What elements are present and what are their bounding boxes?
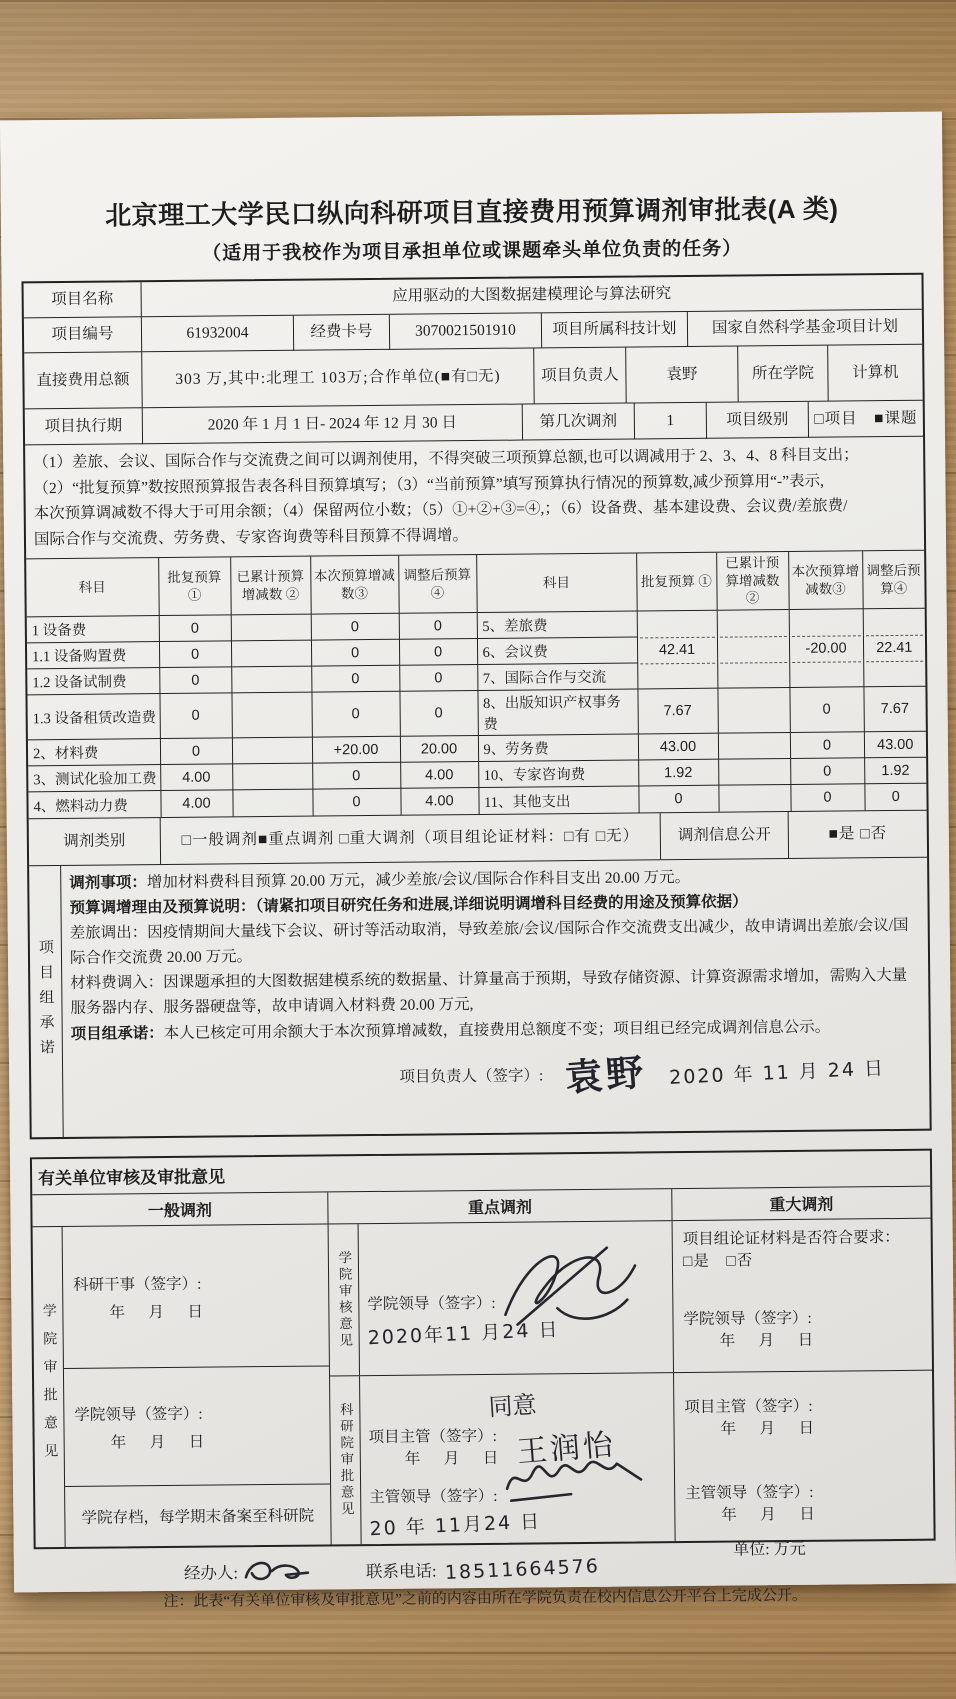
budget-cell: 4.00 (400, 762, 478, 789)
budget-cell: 0 (399, 691, 477, 737)
major-college-leader-label: 学院领导（签字）: (683, 1309, 812, 1328)
budget-header-row (26, 551, 925, 618)
major-chief-label: 主管领导（签字）: (685, 1483, 814, 1502)
research-office-block (330, 1373, 675, 1544)
agree-handwriting: 同意 (487, 1390, 538, 1422)
budget-cell (231, 666, 311, 693)
college-review-content (359, 1221, 673, 1375)
budget-header: 已累计预算增减数 ② (230, 556, 311, 615)
budget-cell: 7.67 (863, 687, 925, 733)
form-title: 北京理工大学民口纵向科研项目直接费用预算调剂审批表(A 类) (105, 193, 839, 231)
total-value: 303 万,其中:北理工 103万;合作单位(■有□无) (142, 348, 535, 408)
project-name-label: 项目名称 (24, 282, 142, 318)
instruction-line: 本次预算调减数不得大于可用余额；（4）保留两位小数；（5）①+②+③=④,；（6）设备费、基本建设费、会议费/差旅费/ (33, 497, 848, 523)
budget-cell: 0 (399, 665, 477, 692)
college-leader-sign-label: 学院领导（签字）: (74, 1406, 203, 1425)
adjust-times-label: 第几次调剂 (523, 403, 635, 440)
budget-cell: 0 (864, 784, 926, 811)
budget-cell: 0 (311, 614, 399, 641)
college-leader-sign-cell (64, 1366, 330, 1487)
budget-subject: 1 设备费 (27, 616, 159, 643)
program-label: 项目所属科技计划 (542, 312, 688, 348)
budget-merged-cell: -20.00 (789, 609, 864, 688)
budget-subject: 2、材料费 (28, 739, 160, 766)
budget-cell: 4.00 (400, 788, 478, 815)
budget-cell: 4.00 (160, 764, 232, 791)
level-value: □项目 ■课题 (809, 401, 923, 438)
manager-signature-scribble (501, 1449, 652, 1506)
budget-subject: 10、专家咨询费 (478, 760, 638, 788)
budget-cell: 0 (638, 786, 718, 813)
material-question: 项目组论证材料是否符合要求： (682, 1228, 900, 1248)
approval-section-title: 有关单位审核及审批意见 (32, 1150, 930, 1195)
clerk-sign-date: 年 月 日 (109, 1303, 207, 1322)
instruction-line: （2）“批复预算”数按照预算报告表各科目预算填写；（3）“当前预算”填写预算执行情况的预算数,减少预算用“-”表示, (33, 472, 824, 497)
budget-cell: 20.00 (400, 736, 478, 763)
budget-cell: 0 (160, 738, 232, 765)
budget-cell (231, 640, 311, 667)
budget-header: 科目 (476, 553, 637, 613)
budget-subject: 11、其他支出 (478, 786, 638, 814)
budget-cell: 0 (312, 789, 400, 816)
budget-subject: 1.2 设备试制费 (27, 668, 159, 695)
chief-leader-sign-date: 20 年 11月24 日 (369, 1510, 542, 1540)
budget-cell: 0 (159, 667, 231, 694)
commitment-section (29, 857, 930, 1137)
review-leader-sign-date: 2020年11 月24 日 (367, 1318, 560, 1349)
college-leader-sign-date: 年 月 日 (110, 1433, 209, 1452)
college-value: 计算机 (828, 345, 923, 402)
budget-cell: 1.92 (638, 760, 718, 787)
adjust-item-text: 增加材料费科目预算 20.00 万元，减少差旅/会议/国际合作科目支出 20.00 万元。 (146, 868, 691, 892)
approval-section (30, 1148, 936, 1549)
major-manager-label: 项目主管（签字）: (684, 1397, 813, 1416)
project-manager-sign-label: 项目主管（签字）: 年 月 日 (368, 1427, 503, 1468)
category-options: □一般调剂■重点调剂 □重大调剂（项目组论证材料：□有 □无） (161, 813, 661, 864)
budget-cell (717, 688, 789, 734)
budget-cell: 7.67 (637, 689, 717, 735)
phone-value: 18511664576 (444, 1554, 600, 1584)
budget-cell: 0 (159, 693, 231, 739)
promise-label: 项目组承诺： (70, 1024, 164, 1043)
budget-cell: 0 (790, 758, 864, 785)
category-label: 调剂类别 (29, 818, 161, 865)
handler-signature-scribble (242, 1556, 314, 1585)
budget-cell: 0 (311, 666, 399, 693)
budget-cell: 43.00 (638, 734, 718, 761)
budget-cell (718, 785, 790, 812)
budget-subject: 5、差旅费 (477, 611, 637, 639)
college-approval-cells (63, 1224, 331, 1547)
instruction-line: （1）差旅、会议、国际合作与交流费之间可以调剂使用，不得突破三项预算总额,也可以调减用于 2、3、4、8 科目支出； (33, 446, 859, 472)
leader-label: 项目负责人 (534, 348, 627, 405)
total-label: 直接费用总额 (24, 352, 143, 409)
leader-sign-line (71, 1042, 920, 1110)
key-adjust-column (329, 1221, 676, 1544)
level-label: 项目级别 (707, 402, 809, 439)
budget-cell (232, 737, 312, 764)
budget-cell: 4.00 (160, 790, 232, 817)
info-row-total (24, 345, 922, 410)
major-bottom-block (674, 1370, 934, 1540)
budget-subject: 7、国际合作与交流 (477, 663, 637, 691)
budget-cell (231, 692, 311, 738)
budget-subject: 9、劳务费 (478, 734, 638, 762)
budget-subject: 1.3 设备租赁改造费 (27, 694, 159, 740)
instruction-line: 国际合作与交流费、劳务费、专家咨询费等科目预算不得调增。 (33, 527, 469, 549)
leader-sign-date: 2020 年 11 月 24 日 (668, 1057, 886, 1090)
budget-merged-cell (717, 610, 790, 689)
budget-merged-cell: 42.41 (637, 611, 718, 690)
project-name-value: 应用驱动的大图数据建模理论与算法研究 (142, 275, 922, 317)
budget-table (26, 551, 926, 819)
footer-line (34, 1540, 936, 1585)
budget-subject: 1.1 设备购置费 (27, 642, 159, 669)
handler-signature (238, 1556, 318, 1583)
budget-cell (718, 733, 790, 760)
handler-label: 经办人: (183, 1562, 239, 1583)
leader-signature: 袁野 (563, 1050, 649, 1100)
budget-header: 科目 (26, 558, 159, 617)
transfer-out-text: 差旅调出：因疫情期间大量线下会议、研讨等活动取消，导致差旅/会议/国际合作交流费支出减少，故申请调出差旅/会议/国际合作交流费 20.00 万元。 (69, 916, 909, 968)
budget-cell: 0 (311, 692, 399, 738)
budget-cell: 1.92 (864, 758, 926, 785)
budget-subject: 4、燃料动力费 (28, 791, 160, 818)
budget-cell: 43.00 (864, 732, 926, 759)
general-adjust-header: 一般调剂 (32, 1192, 328, 1226)
budget-merged-cell: 22.41 (863, 609, 926, 688)
budget-cell: 0 (159, 615, 231, 642)
budget-cell: 0 (789, 687, 863, 733)
promise-text: 本人已核定可用余额大于本次预算增减数，直接费用总额度不变；项目组已经完成调剂信息公示。 (163, 1018, 831, 1042)
budget-header: 批复预算 ① (158, 557, 231, 616)
research-office-side-label: 科研院审批意见 (330, 1376, 362, 1544)
adjust-item-label: 调剂事项： (69, 874, 147, 892)
program-value: 国家自然科学基金项目计划 (688, 310, 922, 347)
budget-cell: 0 (790, 784, 864, 811)
major-adjust-header: 重大调剂 (769, 1196, 834, 1214)
leader-value: 袁野 (626, 346, 739, 403)
paper-document (0, 112, 956, 1610)
project-no-label: 项目编号 (24, 317, 142, 353)
major-manager-date: 年 月 日 (720, 1419, 819, 1438)
budget-cell: 0 (312, 763, 400, 790)
phone-label: 联系电话: (365, 1561, 437, 1581)
review-leader-sign-label: 学院领导（签字）: (367, 1294, 496, 1313)
key-adjust-header: 重点调剂 (328, 1189, 672, 1223)
chief-leader-sign-label: 主管领导（签字）: (369, 1487, 498, 1506)
fund-card-label: 经费卡号 (294, 315, 390, 351)
reason-label: 预算调增理由及预算说明：（请紧扣项目研究任务和进展,详细说明调增科目经费的用途及预算依据） (69, 893, 748, 917)
fund-card-value: 3070021501910 (390, 313, 542, 349)
leader-sign-label: 项目负责人（签字）: (399, 1067, 544, 1086)
budget-header: 已累计预算增减数 ② (716, 552, 789, 611)
budget-header: 批复预算 ① (636, 553, 717, 612)
budget-cell: 0 (790, 732, 864, 759)
period-label: 项目执行期 (25, 408, 143, 445)
budget-header: 调整后预算④ (862, 551, 925, 610)
budget-subject: 8、出版知识产权事务费 (477, 689, 637, 736)
unit-label: 单位: 万元 (733, 1540, 806, 1559)
adjust-times-value: 1 (635, 403, 707, 440)
budget-cell: 0 (311, 640, 399, 667)
budget-header: 本次预算增减数③ (788, 551, 863, 610)
footer-note: 注：此表“有关单位审核及审批意见”之前的内容由所在学院负责在校内信息公开平台上完成公开。 (163, 1587, 807, 1610)
commitment-side-label: 项目组承诺 (29, 866, 64, 1137)
budget-cell: 0 (159, 641, 231, 668)
instructions-block (25, 437, 924, 559)
archive-note-cell: 学院存档，每学期末备案至科研院 (81, 1507, 315, 1527)
college-approval-side-label: 学院审批意见 (33, 1227, 66, 1547)
college-leader-signature-scribble (487, 1235, 658, 1333)
commitment-body (61, 858, 930, 1137)
budget-header: 调整后预算④ (398, 555, 477, 614)
form-subtitle: （适用于我校作为项目承担单位或课题牵头单位负责的任务） (202, 238, 743, 265)
budget-cell: +20.00 (312, 737, 400, 764)
adjust-category-row (29, 810, 927, 866)
budget-cell: 0 (399, 613, 477, 640)
project-no-value: 61932004 (142, 316, 294, 352)
budget-cell (232, 789, 312, 816)
general-adjust-column (33, 1224, 332, 1547)
budget-cell (718, 759, 790, 786)
transfer-in-text: 材料费调入：因课题承担的大图数据建模系统的数据量、计算量高于预期，导致存储资源、计算资源需求增加，需购入大量服务器内存、服务器硬盘等，故申请调入材料费 20.00 万元, (70, 967, 908, 1018)
material-options: □是 □否 (682, 1251, 754, 1270)
college-review-block (329, 1221, 673, 1376)
major-chief-date: 年 月 日 (721, 1505, 819, 1524)
main-form-table (22, 273, 932, 1139)
major-adjust-column (673, 1218, 934, 1540)
budget-cell: 0 (399, 639, 477, 666)
publicity-value: ■是 □否 (828, 824, 888, 843)
publicity-label: 调剂信息公开 (661, 812, 789, 859)
project-manager-signature: 王润怡 (515, 1426, 617, 1470)
clerk-sign-cell (63, 1224, 329, 1369)
major-college-leader-date: 年 月 日 (719, 1331, 818, 1350)
budget-cell (232, 763, 312, 790)
budget-subject: 3、测试化验加工费 (28, 765, 160, 792)
period-value: 2020 年 1 月 1 日- 2024 年 12 月 30 日 (143, 405, 523, 445)
budget-cell (231, 614, 311, 641)
budget-header: 本次预算增减数③ (310, 556, 399, 615)
budget-subject: 6、会议费 (477, 637, 637, 665)
approval-body (33, 1218, 934, 1547)
major-top-block (673, 1218, 932, 1372)
college-label: 所在学院 (738, 346, 829, 403)
clerk-sign-label: 科研干事（签字）: (73, 1276, 202, 1295)
college-review-side-label: 学院审核意见 (329, 1224, 360, 1375)
research-office-content (360, 1373, 675, 1544)
